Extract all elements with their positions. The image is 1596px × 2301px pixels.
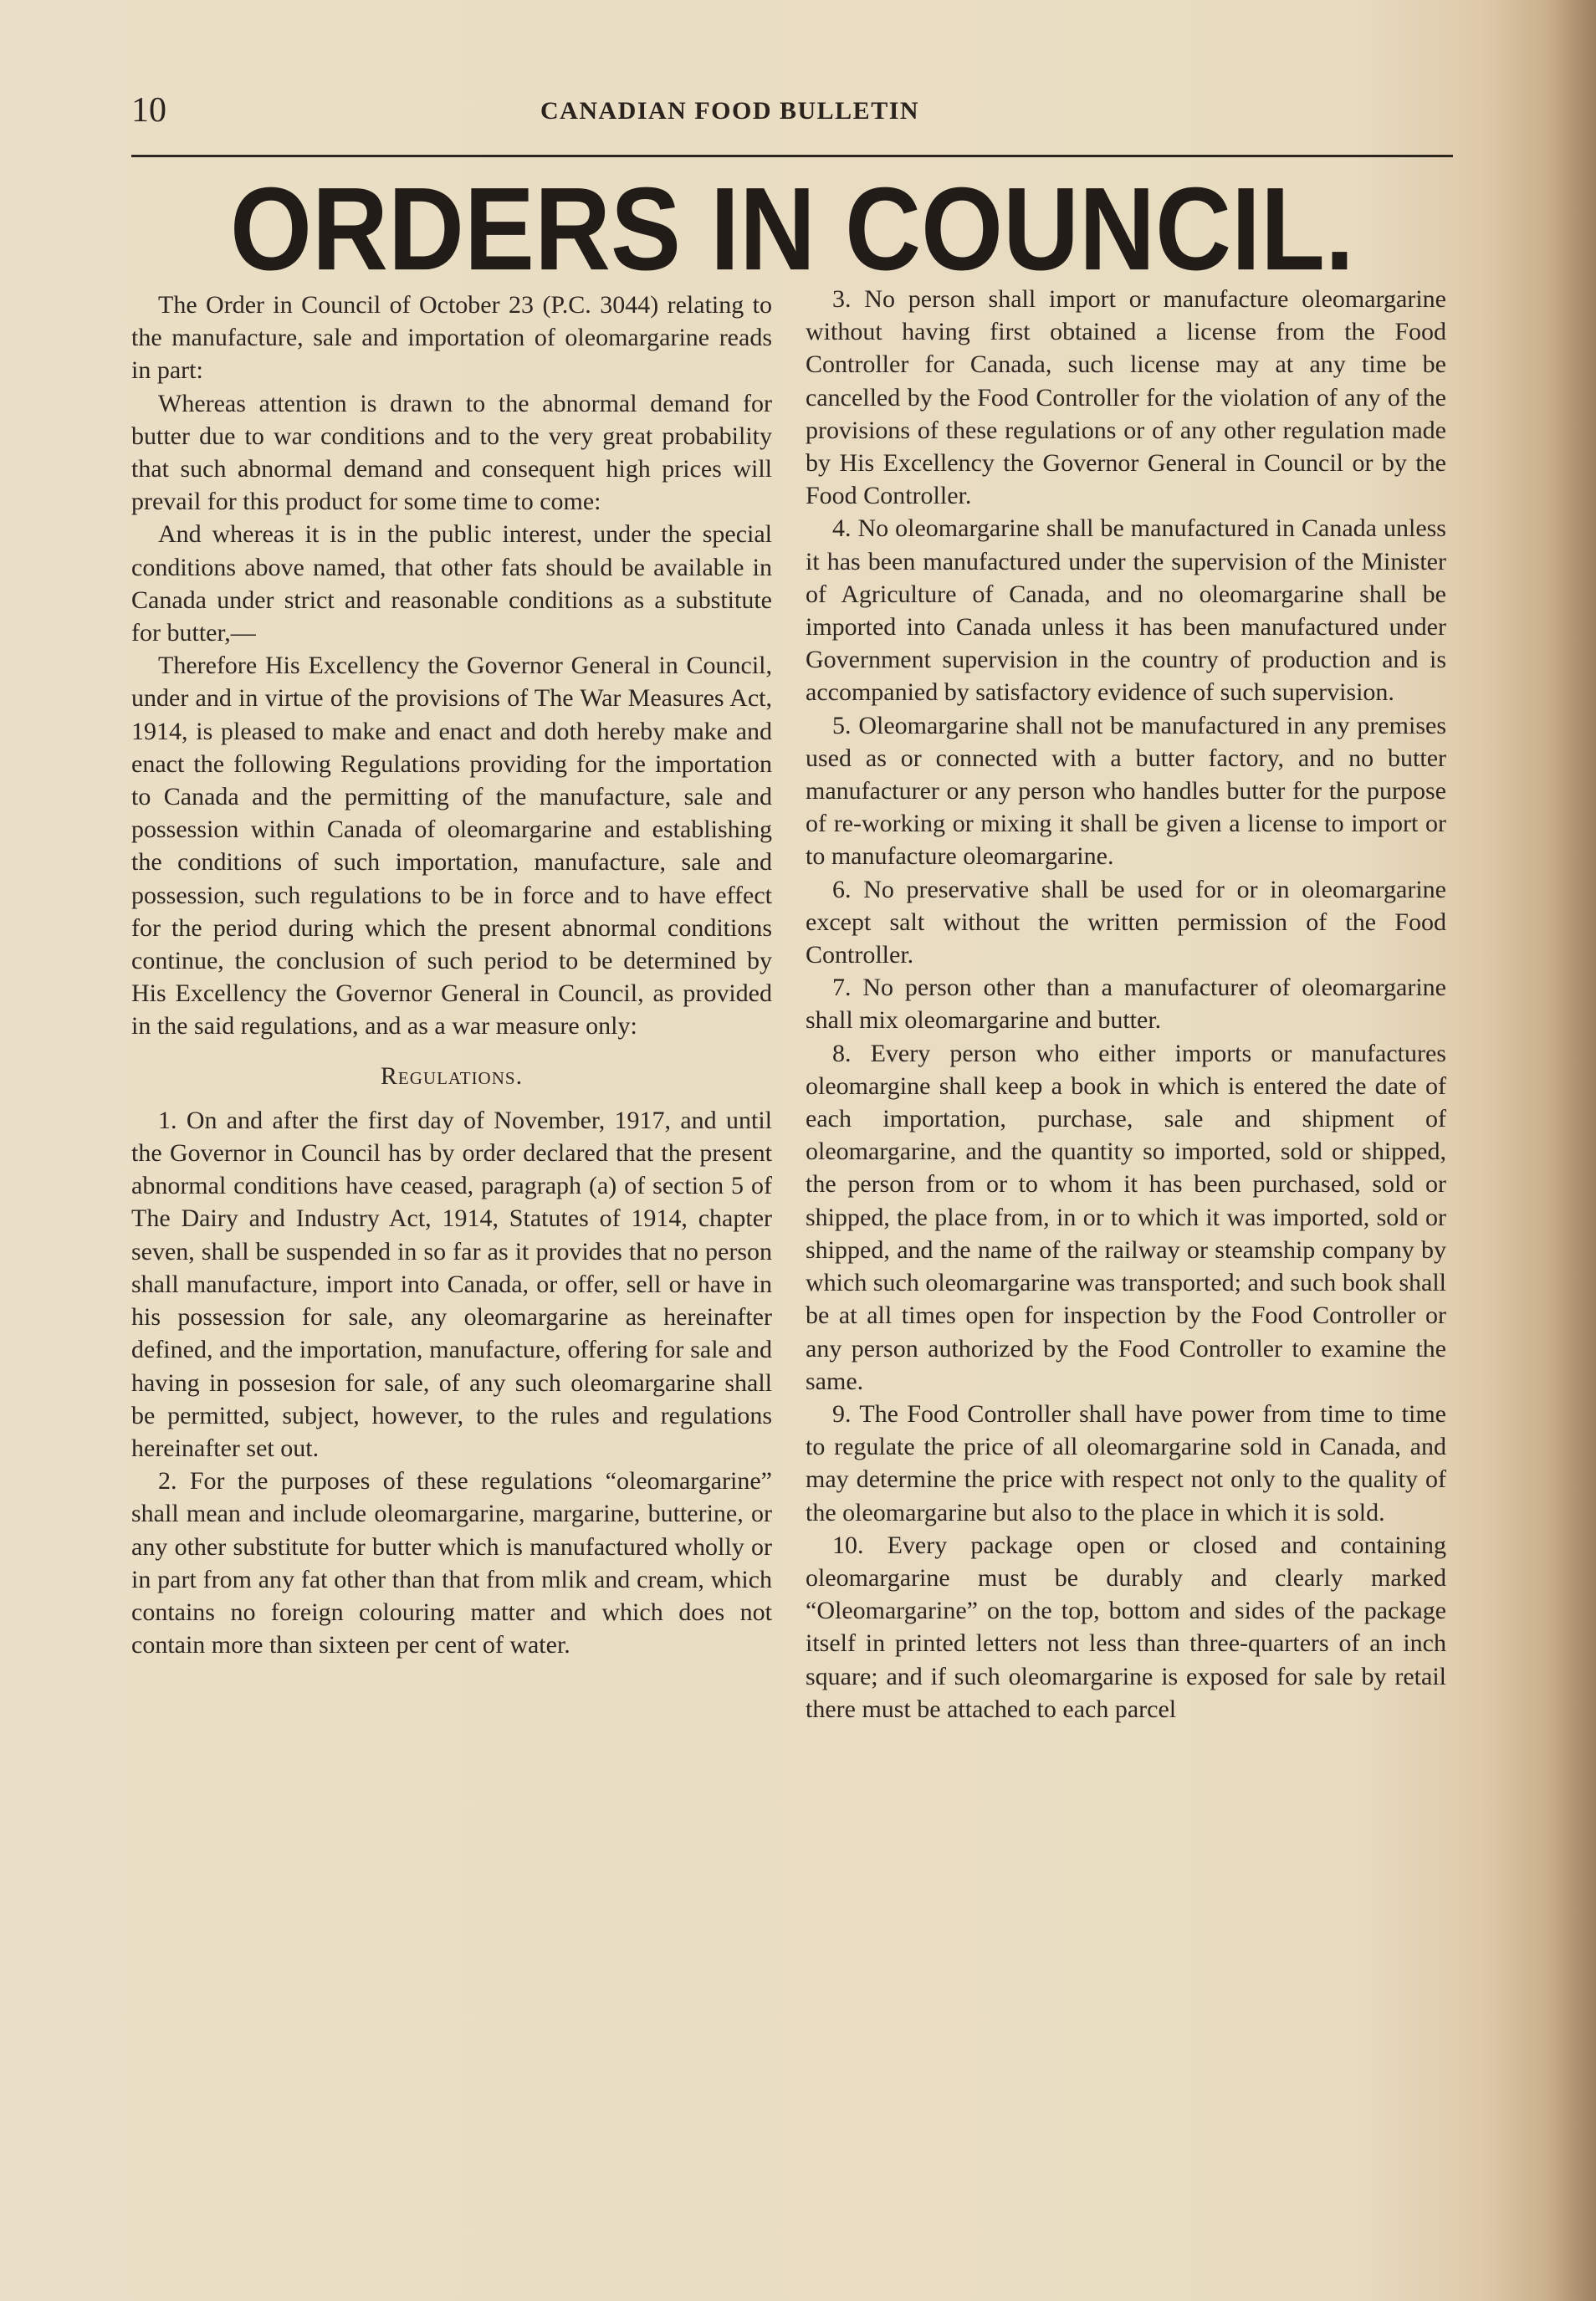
- right-column: [806, 283, 1446, 1726]
- regulation-2: 2. For the purposes of these regulations “oleomargarine” shall mean and include oleomargarine, margarine, butterine, or any other substitute for butter which is manufactured wholly or in part from any fat other than that from mlik and cream, which contains no foreign colouring matter and which does not contain more than sixteen per cent of water.: [131, 1467, 772, 1659]
- regulations-heading: Regulations.: [380, 1061, 524, 1090]
- intro-paragraph: The Order in Council of October 23 (P.C. 3044) relating to the manufacture, sale and importation of oleomargarine reads in part:: [131, 291, 772, 385]
- page-number: 10: [131, 91, 166, 130]
- regulation-3: 3. No person shall import or manufacture oleomargarine without having first obtained a license from the Food Controller for Canada, such license may at any time be cancelled by the Food Controller for the violation of any of the provisions of these regulations or of any other regulation made by His Excellency the Governor General in Council or by the Food Controller.: [806, 285, 1446, 510]
- regulation-9: 9. The Food Controller shall have power from time to time to regulate the price of all oleomargarine sold in Canada, and may determine the price with respect not only to the quality of the oleomargarine but also to the place in which it is sold.: [806, 1399, 1446, 1526]
- regulation-1: 1. On and after the first day of November, 1917, and until the Governor in Council has by order declared that the present abnormal conditions have ceased, paragraph (a) of section 5 of The Dairy and Industry Act, 1914, Statutes of 1914, chapter seven, shall be suspended in so far as it provides that no person shall manufacture, import into Canada, or offer, sell or have in his possession for sale, any oleomargarine as hereinafter defined, and the importation, manufacture, offering for sale and having in possesion for sale, of any such oleomargarine shall be permitted, subject, however, to the rules and regulations hereinafter set out.: [131, 1106, 772, 1462]
- regulation-8: 8. Every person who either imports or manufactures oleomargine shall keep a book in which is entered the date of each importation, purchase, sale and shipment of oleomargarine, and the quantity so imported, sold or shipped, the person from or to whom it has been purchased, sold or shipped, the place from, in or to which it was imported, sold or shipped, and the name of the railway or steamship company by which such oleomargarine was transported; and such book shall be at all times open for inspection by the Food Controller or any person authorized by the Food Controller to examine the same.: [806, 1039, 1446, 1395]
- header-rule: [131, 155, 1453, 157]
- regulation-5: 5. Oleomargarine shall not be manufactured in any premises used as or connected with a butter factory, and no butter manufacturer or any person who handles butter for the purpose of re-working or mixing it shall be given a license to import or to manufacture oleomargarine.: [806, 711, 1446, 871]
- regulation-4: 4. No oleomargarine shall be manufactured in Canada unless it has been manufactured under the supervision of the Minister of Agriculture of Canada, and no oleomargarine shall be imported into Canada unless it has been manufactured under Government supervision in the country of production and is accompanied by satisfactory evidence of such supervision.: [806, 514, 1446, 707]
- article-title: ORDERS IN COUNCIL.: [229, 162, 1355, 295]
- journal-title: CANADIAN FOOD BULLETIN: [540, 97, 920, 125]
- regulation-7: 7. No person other than a manufacturer of oleomargarine shall mix oleomargarine and butter.: [806, 974, 1446, 1035]
- regulation-6: 6. No preservative shall be used for or in oleomargarine except salt without the written permission of the Food Controller.: [806, 875, 1446, 969]
- and-whereas-paragraph: And whereas it is in the public interest, under the special conditions above named, that other fats should be available in Canada under strict and reasonable conditions as a substitute for butter,—: [131, 520, 772, 647]
- left-column: [131, 289, 772, 1661]
- regulation-10: 10. Every package open or closed and containing oleomargarine must be durably and clearly marked “Oleomargarine” on the top, bottom and sides of the package itself in printed letters not less than three-quarters of an inch square; and if such oleomargarine is exposed for sale by retail there must be attached to each parcel: [806, 1531, 1446, 1723]
- therefore-paragraph: Therefore His Excellency the Governor General in Council, under and in virtue of the provisions of The War Measures Act, 1914, is pleased to make and enact and doth hereby make and enact the following Regulations providing for the importation to Canada and the permitting of the manufacture, sale and possession within Canada of oleomargarine and establishing the conditions of such importation, manufacture, sale and possession, such regulations to be in force and to have effect for the period during which the present abnormal conditions continue, the conclusion of such period to be determined by His Excellency the Governor General in Council, as provided in the said regulations, and as a war measure only:: [131, 652, 772, 1041]
- whereas-paragraph: Whereas attention is drawn to the abnormal demand for butter due to war conditions and to the very great probability that such abnormal demand and consequent high prices will prevail for this product for some time to come:: [131, 389, 772, 516]
- page-header: [131, 90, 1453, 141]
